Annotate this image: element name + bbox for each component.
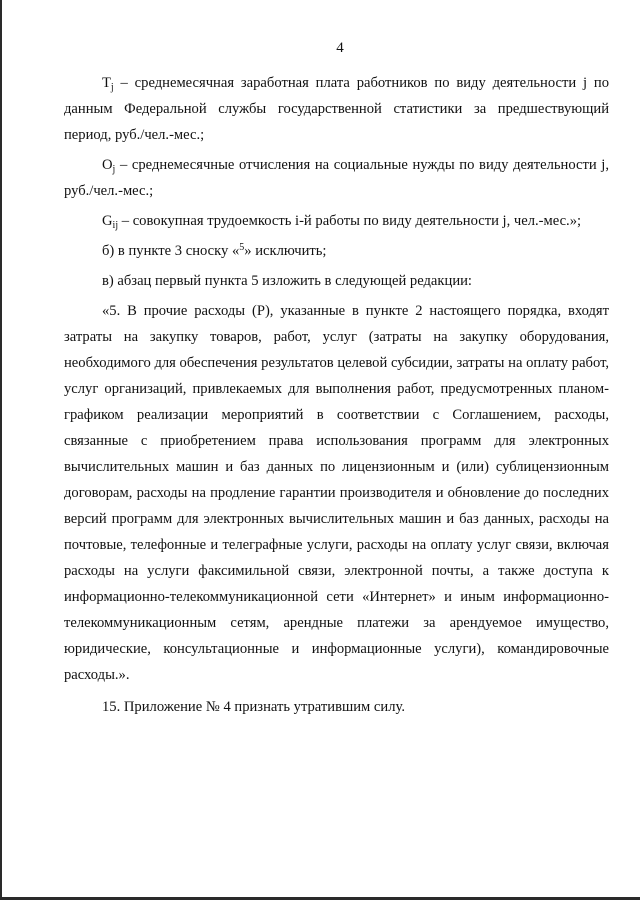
definition-o-symbol: O (102, 157, 113, 173)
definition-t-subscript: j (110, 82, 114, 93)
definition-o (64, 152, 609, 204)
document-body (64, 70, 609, 720)
page-number: 4 (336, 40, 344, 56)
scan-border-left (0, 0, 2, 900)
item-15: 15. Приложение № 4 признать утратившим силу. (102, 699, 405, 715)
definition-t (64, 70, 609, 148)
definition-g-subscript: ij (112, 220, 119, 231)
definition-g-symbol: G (102, 213, 113, 229)
definition-t-text: – среднемесячная заработная плата работников по виду деятельности j по данным Федеральной службы государственной статистики за предшествующий период, руб./чел.-мес.; (64, 75, 609, 143)
definition-g (64, 208, 609, 234)
footnote-reference: 5 (239, 242, 245, 253)
item-b-after: » исключить; (244, 243, 327, 259)
definition-t-symbol: T (102, 75, 111, 91)
quoted-paragraph-5: «5. В прочие расходы (Р), указанные в пункте 2 настоящего порядка, входят затраты на закупку товаров, работ, услуг (затраты на закупку оборудования, необходимого для обеспечения результатов целевой субсидии, затраты на оплату работ, услуг организаций, привлекаемых для выполнения работ, предусмотренных планом-графиком реализации мероприятий в соответствии с Соглашением, расходы, связанные с приобретением права использования программ для электронных вычислительных машин и баз данных по лицензионным и (или) сублицензионным договорам, расходы на продление гарантии производителя и обновление до последних версий программ для электронных вычислительных машин и баз данных, расходы на почтовые, телефонные и телеграфные услуги, расходы на оплату услуг связи, включая расходы на услуги факсимильной связи, электронной почты, а также доступа к информационно-телекоммуникационной сети «Интернет» и иным информационно-телекоммуникационным сетям, арендные платежи за арендуемое имущество, юридические, консультационные и информационные услуги), командировочные расходы.». (64, 303, 609, 683)
item-b (64, 238, 609, 264)
definition-g-text: – совокупная трудоемкость i-й работы по виду деятельности j, чел.-мес.»; (118, 213, 582, 229)
item-v: в) абзац первый пункта 5 изложить в следующей редакции: (102, 273, 472, 289)
definition-o-subscript: j (112, 164, 116, 175)
definition-o-text: – среднемесячные отчисления на социальные нужды по виду деятельности j, руб./чел.-мес.; (64, 157, 609, 199)
item-b-before: б) в пункте 3 сноску « (102, 243, 240, 259)
